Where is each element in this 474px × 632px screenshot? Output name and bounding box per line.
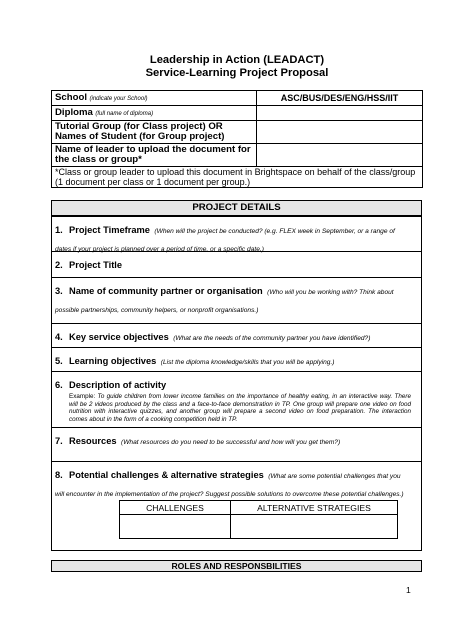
tutorial-label-cell bbox=[52, 121, 257, 144]
section-title: Key service objectives bbox=[69, 332, 169, 342]
section-description: (List the diploma knowledge/skills that you will be applying.) bbox=[160, 359, 335, 366]
leader-row bbox=[52, 144, 423, 167]
school-value[interactable]: ASC/BUS/DES/ENG/HSS/IIT bbox=[257, 91, 423, 106]
section-number: 3. bbox=[55, 286, 63, 296]
upload-footnote: *Class or group leader to upload this document in Brightspace on behalf of the class/group (1 document per class or 1 document per group.) bbox=[52, 167, 423, 188]
section-description-of-activity[interactable] bbox=[52, 371, 421, 427]
section-title: Project Timeframe bbox=[69, 225, 150, 235]
challenges-header: CHALLENGES bbox=[120, 501, 231, 515]
document-subtitle: Service-Learning Project Proposal bbox=[145, 67, 329, 79]
info-table bbox=[51, 90, 423, 188]
section-community-partner[interactable] bbox=[52, 277, 421, 323]
section-project-timeframe[interactable] bbox=[52, 216, 421, 251]
leader-label-line1: Name of leader to upload the document for bbox=[55, 144, 251, 155]
roles-heading: ROLES AND RESPONSBILITIES bbox=[51, 560, 422, 572]
section-number: 6. bbox=[55, 380, 63, 390]
section-resources[interactable] bbox=[52, 427, 421, 461]
section-title: Potential challenges & alternative strategies bbox=[69, 470, 264, 480]
leader-label-line2: the class or group* bbox=[55, 154, 142, 165]
section-description: (What are the needs of the community partner you have identified?) bbox=[173, 335, 371, 342]
tutorial-value-cell[interactable] bbox=[257, 121, 423, 144]
document-title: Leadership in Action (LEADACT) bbox=[149, 54, 325, 66]
project-details-heading: PROJECT DETAILS bbox=[52, 201, 421, 216]
section-number: 4. bbox=[55, 332, 63, 342]
school-row bbox=[52, 91, 423, 106]
tutorial-label-line1: Tutorial Group (for Class project) OR bbox=[55, 121, 223, 132]
leader-value-cell[interactable] bbox=[257, 144, 423, 167]
challenges-table bbox=[119, 500, 398, 539]
section-number: 8. bbox=[55, 470, 63, 480]
page-number: 1 bbox=[406, 585, 411, 595]
section-title: Description of activity bbox=[69, 380, 167, 390]
alternatives-cell[interactable] bbox=[231, 515, 398, 539]
diploma-value-cell[interactable] bbox=[257, 106, 423, 121]
section-description: (Who will you be working with? Think about possible partnerships, community helpers, or nonprofit organisations.) bbox=[55, 289, 394, 314]
diploma-label-cell bbox=[52, 106, 257, 121]
section-key-service-objectives[interactable] bbox=[52, 323, 421, 347]
tutorial-row bbox=[52, 121, 423, 144]
section-project-title[interactable] bbox=[52, 251, 421, 277]
section-number: 5. bbox=[55, 356, 63, 366]
section-number: 2. bbox=[55, 260, 63, 270]
challenges-cell[interactable] bbox=[120, 515, 231, 539]
section-description: (When will the project be conducted? (e.g. FLEX week in September, or a range of dates if your project is planned over a period of time, or a specific date.) bbox=[55, 228, 395, 253]
alternatives-header: ALTERNATIVE STRATEGIES bbox=[231, 501, 398, 515]
diploma-hint: (full name of diploma) bbox=[95, 111, 154, 117]
school-label: School bbox=[55, 92, 87, 103]
section-number: 7. bbox=[55, 436, 63, 446]
section-description: (What are some potential challenges that you will encounter in the implementation of the project? Suggest possible solutions to overcome these potential challenges.) bbox=[55, 473, 404, 498]
tutorial-label-line2: Names of Student (for Group project) bbox=[55, 131, 225, 142]
project-details-section bbox=[51, 200, 422, 551]
example-text: To guide children from lower income families on the importance of healthy eating, in an interactive way. There will be 2 videos produced by the class and a face-to-face demonstration in TP. One group will prepare one video on food nutrition with interactive quizzes, and another group will prepare a second video on food preparation. The interaction comes about in the form of a cooking competition held in TP. bbox=[69, 393, 411, 423]
section-title: Project Title bbox=[69, 260, 123, 270]
school-label-cell bbox=[52, 91, 257, 106]
section-title: Name of community partner or organisation bbox=[69, 286, 263, 296]
section-title: Resources bbox=[69, 436, 117, 446]
activity-example bbox=[69, 393, 411, 423]
footnote-row bbox=[52, 167, 423, 188]
section-title: Learning objectives bbox=[69, 356, 157, 366]
example-label: Example: bbox=[69, 393, 96, 400]
leader-label-cell bbox=[52, 144, 257, 167]
school-hint: (indicate your School) bbox=[89, 96, 148, 102]
section-description: (What resources do you need to be successful and how will you get them?) bbox=[121, 439, 341, 446]
section-learning-objectives[interactable] bbox=[52, 347, 421, 371]
diploma-row bbox=[52, 106, 423, 121]
diploma-label: Diploma bbox=[55, 107, 93, 118]
section-number: 1. bbox=[55, 225, 63, 235]
